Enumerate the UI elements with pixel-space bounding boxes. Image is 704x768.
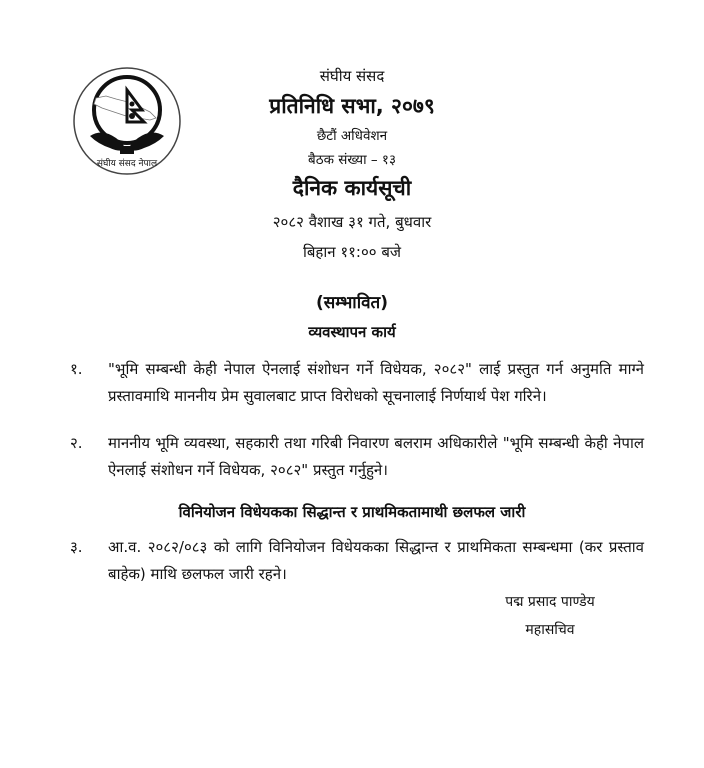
- agenda-item-3: [70, 534, 644, 588]
- signatory-designation: महासचिव: [525, 622, 575, 638]
- sitting-number: बैठक संख्या – १३: [308, 152, 396, 168]
- section-heading-appropriation: विनियोजन विधेयकका सिद्धान्त र प्राथमिकतामाथी छलफल जारी: [178, 503, 526, 521]
- section-heading-legislative: व्यवस्थापन कार्य: [308, 323, 396, 341]
- org-name: संघीय संसद: [319, 67, 385, 85]
- agenda-item-2: [70, 430, 644, 484]
- document-title: दैनिक कार्यसूची: [292, 176, 412, 200]
- agenda-item-1: [70, 356, 644, 410]
- house-name: प्रतिनिधि सभा, २०७९: [269, 94, 435, 118]
- item-text: आ.व. २०८२/०८३ को लागि विनियोजन विधेयकका सिद्धान्त र प्राथमिकता सम्बन्धमा (कर प्रस्ताव बाहेक) माथि छलफल जारी रहने।: [108, 538, 644, 583]
- status-label: (सम्भावित): [315, 293, 389, 313]
- item-number: ३.: [70, 538, 83, 556]
- item-text: माननीय भूमि व्यवस्था, सहकारी तथा गरिबी निवारण बलराम अधिकारीले "भूमि सम्बन्धी केही नेपाल ऐनलाई संशोधन गर्ने विधेयक, २०८२" प्रस्तुत गर्नुहुने।: [108, 434, 644, 479]
- meeting-date: २०८२ वैशाख ३१ गते, बुधवार: [272, 213, 432, 231]
- session-label: छैटौं अधिवेशन: [316, 128, 388, 144]
- emblem-caption: संघीय संसद नेपाल: [96, 159, 158, 169]
- signature-block: [470, 588, 630, 644]
- item-number: २.: [70, 434, 83, 452]
- meeting-time: बिहान ११:०० बजे: [302, 243, 402, 261]
- item-text: "भूमि सम्बन्धी केही नेपाल ऐनलाई संशोधन गर्ने विधेयक, २०८२" लाई प्रस्तुत गर्न अनुमति माग्ने प्रस्तावमाथि माननीय प्रेम सुवालबाट प्राप्त विरोधको सूचनालाई निर्णयार्थ पेश गरिने।: [108, 360, 644, 405]
- item-number: १.: [70, 360, 83, 378]
- signatory-name: पद्म प्रसाद पाण्डेय: [505, 594, 595, 610]
